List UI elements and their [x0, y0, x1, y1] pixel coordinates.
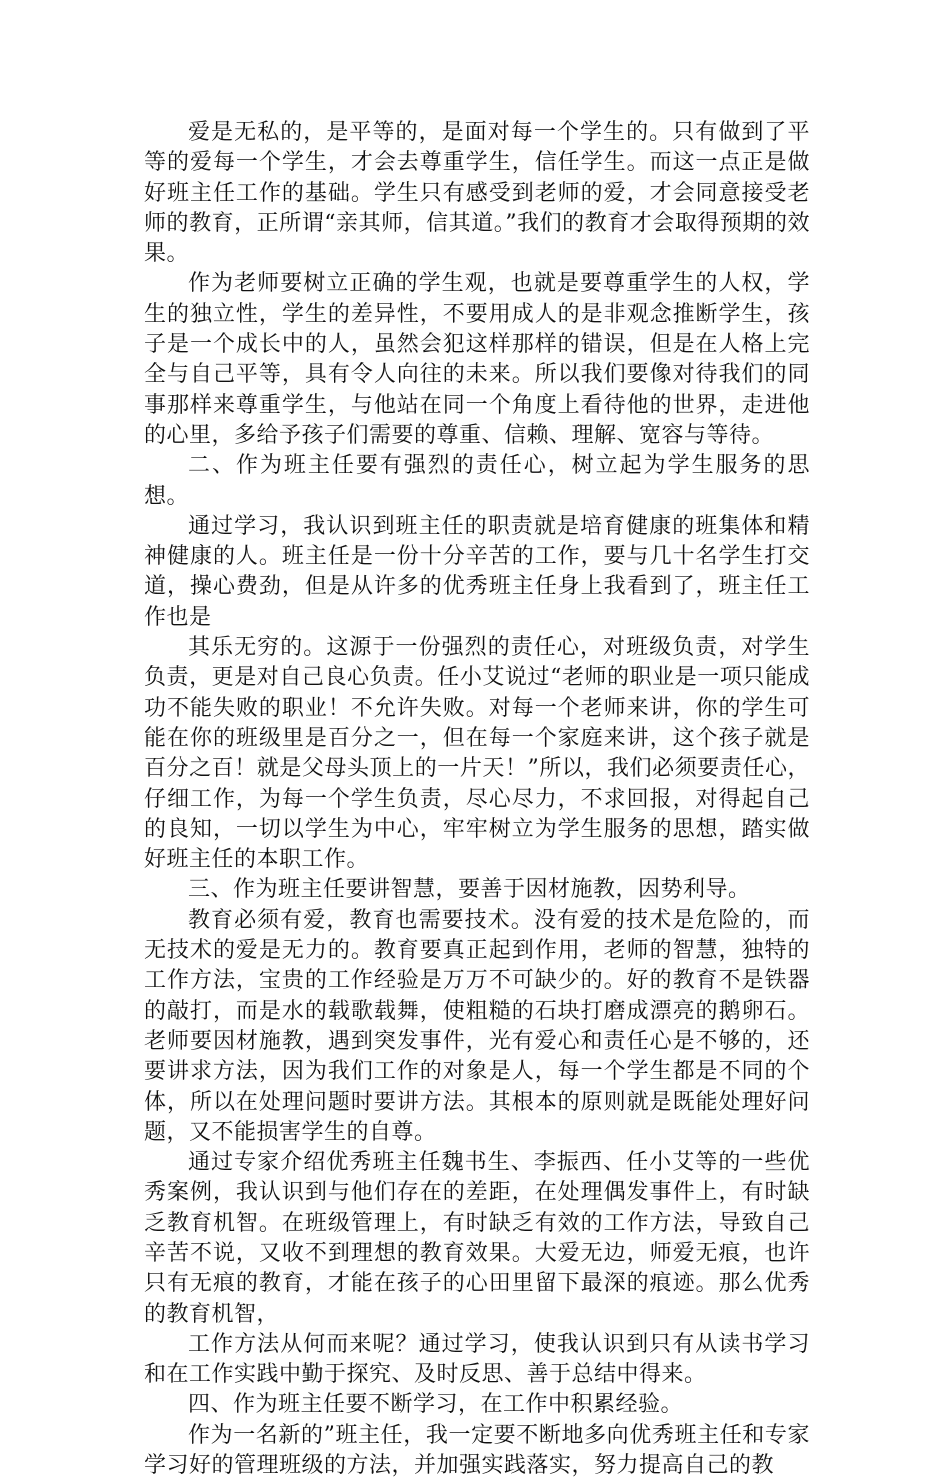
paragraph-expert-cases: 通过专家介绍优秀班主任魏书生、李振西、任小艾等的一些优秀案例，我认识到与他们存在的差距，在处理偶发事件上，有时缺乏教育机智。在班级管理上，有时缺乏有效的工作方法，导致自己辛苦不说，又收不到理想的教育效果。大爱无边，师爱无痕，也许只有无痕的教育，才能在孩子的心田里留下最深的痕迹。那么优秀的教育机智， — [144, 1150, 810, 1327]
paragraph-new-teacher: 作为一名新的”班主任，我一定要不断地多向优秀班主任和专家学习好的管理班级的方法，并加强实践落实，努力提高自己的教 — [144, 1422, 810, 1479]
paragraph-love-equality: 爱是无私的，是平等的，是面对每一个学生的。只有做到了平等的爱每一个学生，才会去尊重学生，信任学生。而这一点正是做好班主任工作的基础。学生只有感受到老师的爱，才会同意接受老师的教育，正所谓“亲其师，信其道。”我们的教育才会取得预期的效果。 — [144, 120, 810, 267]
section-heading-wisdom: 三、作为班主任要讲智慧，要善于因材施教，因势利导。 — [188, 877, 751, 903]
paragraph-work-methods: 工作方法从何而来呢？通过学习，使我认识到只有从读书学习和在工作实践中勤于探究、及时反思、善于总结中得来。 — [144, 1331, 810, 1388]
paragraph-student-view: 作为老师要树立正确的学生观，也就是要尊重学生的人权，学生的独立性，学生的差异性，不要用成人的是非观念推断学生，孩子是一个成长中的人，虽然会犯这样那样的错误，但是在人格上完全与自己平等，具有令人向往的未来。所以我们要像对待我们的同事那样来尊重学生，与他站在同一个角度上看待他的世界，走进他的心里，多给予孩子们需要的尊重、信赖、理解、宽容与等待。 — [144, 271, 810, 448]
section-heading-learning: 四、作为班主任要不断学习，在工作中积累经验。 — [188, 1392, 684, 1418]
section-heading-responsibility: 二、作为班主任要有强烈的责任心，树立起为学生服务的思想。 — [144, 453, 810, 509]
paragraph-education-technique: 教育必须有爱，教育也需要技术。没有爱的技术是危险的，而无技术的爱是无力的。教育要真正起到作用，老师的智慧，独特的工作方法，宝贵的工作经验是万万不可缺少的。好的教育不是铁器的敲打，而是水的载歌载舞，使粗糙的石块打磨成漂亮的鹅卵石。老师要因材施教，遇到突发事件，光有爱心和责任心是不够的，还要讲求方法，因为我们工作的对象是人，每一个学生都是不同的个体，所以在处理问题时要讲方法。其根本的原则就是既能处理好问题，又不能损害学生的自尊。 — [144, 907, 810, 1145]
document-body — [144, 118, 810, 1481]
paragraph-class-teacher-duty: 通过学习，我认识到班主任的职责就是培育健康的班集体和精神健康的人。班主任是一份十分辛苦的工作，要与几十名学生打交道，操心费劲，但是从许多的优秀班主任身上我看到了，班主任工作也是 — [144, 513, 810, 630]
paragraph-responsibility-detail: 其乐无穷的。这源于一份强烈的责任心，对班级负责，对学生负责，更是对自己良心负责。任小艾说过“老师的职业是一项只能成功不能失败的职业！不允许失败。对每一个老师来讲，你的学生可能在你的班级里是百分之一，但在每一个家庭来讲，这个孩子就是百分之百！就是父母头顶上的一片天！”所以，我们必须要责任心，仔细工作，为每一个学生负责，尽心尽力，不求回报，对得起自己的良知，一切以学生为中心，牢牢树立为学生服务的思想，踏实做好班主任的本职工作。 — [144, 635, 810, 873]
